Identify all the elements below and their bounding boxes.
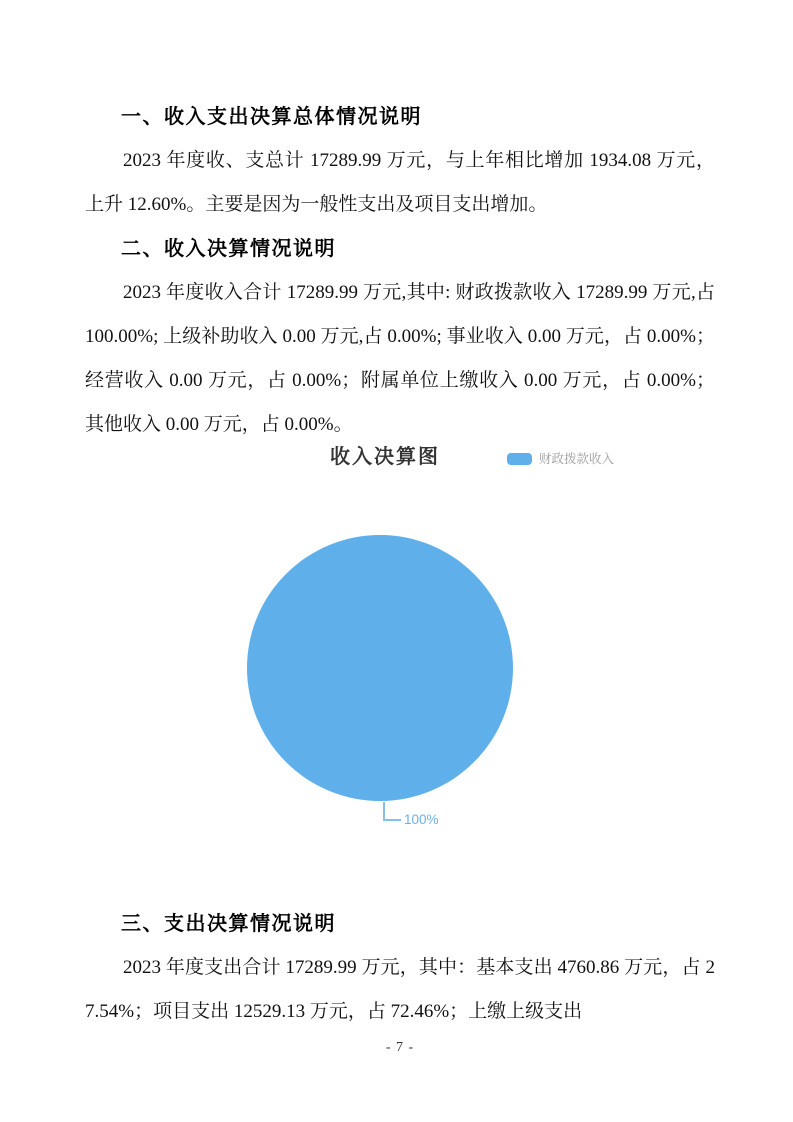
income-pie-chart — [85, 447, 715, 902]
section-2-heading: 二、收入决算情况说明 — [121, 238, 336, 260]
chart-title: 收入决算图 — [330, 446, 440, 468]
section-3-paragraph: 2023 年度支出合计 17289.99 万元，其中：基本支出 4760.86 万元，占 27.54%；项目支出 12529.13 万元，占 72.46%；上缴上级支出 — [85, 957, 715, 1022]
chart-legend — [507, 450, 614, 468]
pie-label-leader-line-horizontal — [383, 819, 401, 821]
pie-percentage-label: 100% — [404, 812, 439, 827]
legend-label: 财政拨款收入 — [539, 452, 615, 466]
section-1-paragraph: 2023 年度收、支总计 17289.99 万元，与上年相比增加 1934.08 万元，上升 12.60%。主要是因为一般性支出及项目支出增加。 — [85, 150, 715, 215]
section-expenditure-summary — [85, 902, 715, 1034]
section-3-heading: 三、支出决算情况说明 — [121, 913, 336, 935]
page-number: - 7 - — [385, 1040, 415, 1055]
section-1-heading: 一、收入支出决算总体情况说明 — [121, 106, 422, 128]
section-2-paragraph: 2023 年度收入合计 17289.99 万元,其中: 财政拨款收入 17289.99 万元,占 100.00%; 上级补助收入 0.00 万元,占 0.00%; 事业收入 0.00 万元，占 0.00%；经营收入 0.00 万元，占 0.00%；附属单位上缴收入 0.00 万元，占 0.00%；其他收入 0.00 万元，占 0.00%。 — [85, 282, 715, 435]
pie-label-leader-line-vertical — [383, 802, 385, 820]
pie-slice-fiscal-appropriation-income — [247, 535, 513, 801]
legend-swatch-icon — [507, 453, 532, 465]
section-overall-summary — [85, 95, 715, 227]
section-income-summary — [85, 227, 715, 447]
